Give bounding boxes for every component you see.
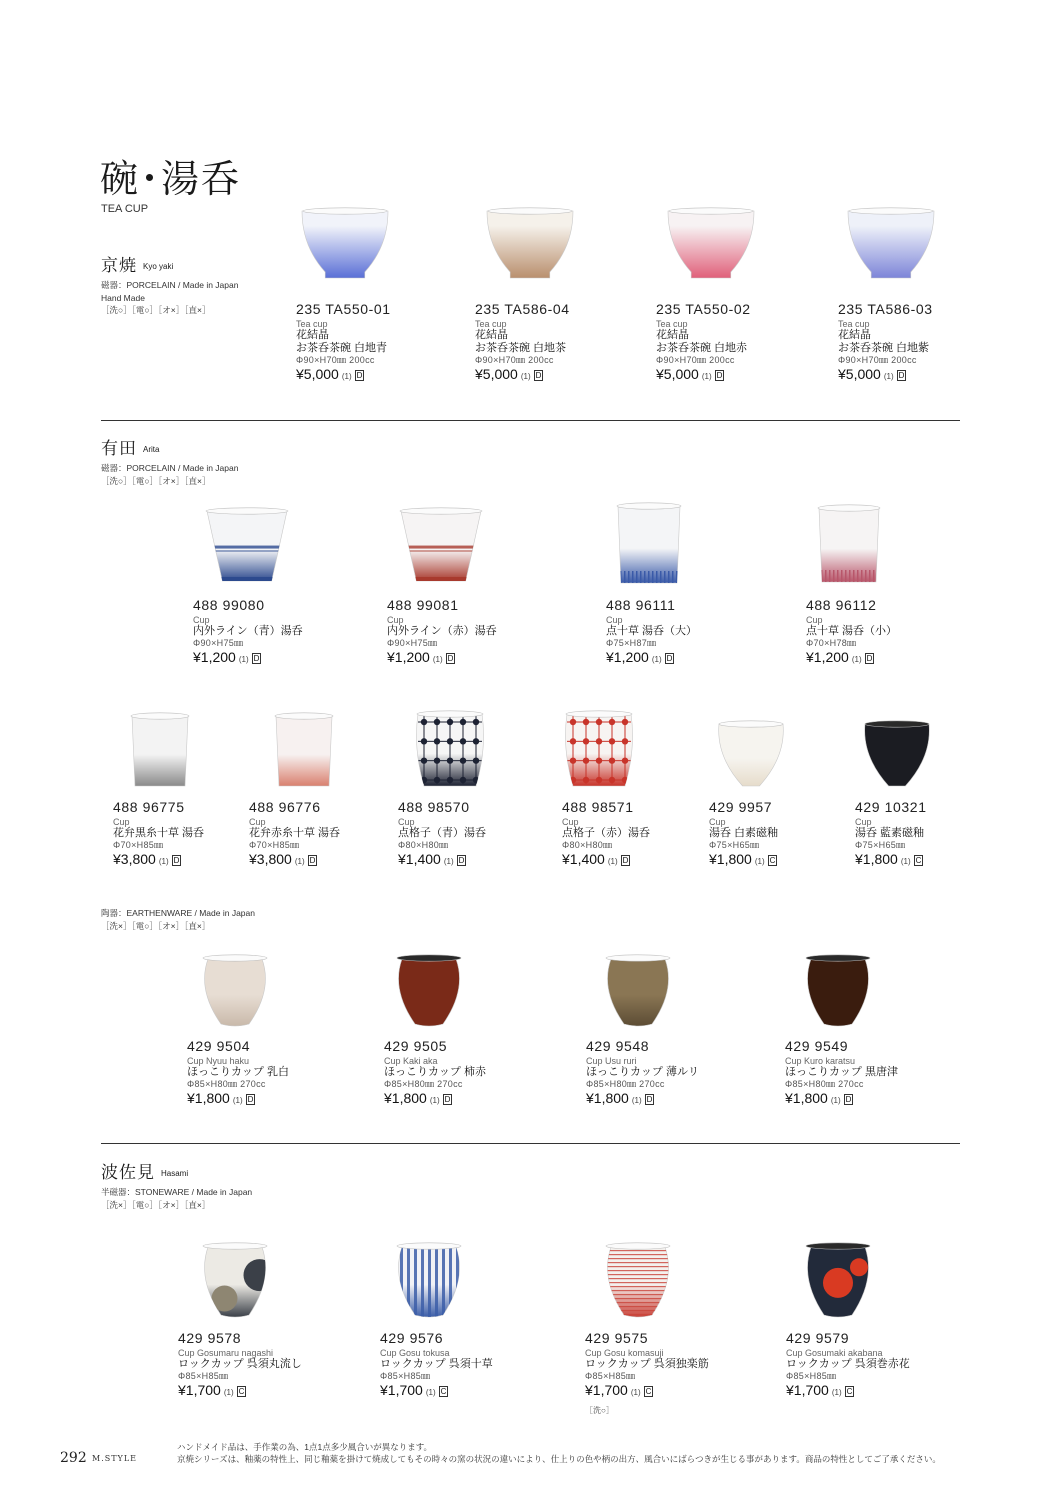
product-english-name: Cup Nyuu haku bbox=[187, 1056, 250, 1066]
product-quantity: (1) bbox=[432, 655, 443, 664]
section-info-arita bbox=[101, 462, 238, 487]
product-image bbox=[603, 1240, 673, 1318]
material-text: 磁器：PORCELAIN / Made in Japan bbox=[101, 463, 239, 473]
price-row bbox=[562, 851, 712, 870]
price-row bbox=[855, 851, 1005, 870]
product-size: Φ90×H75㎜ bbox=[193, 638, 244, 648]
price-row bbox=[398, 851, 548, 870]
product-code: 235 TA550-01 bbox=[296, 301, 391, 317]
care-icons-text: ［洗○］［電○］［オ×］［直×］ bbox=[101, 305, 211, 315]
product-english-name: Cup Kaki aka bbox=[384, 1056, 438, 1066]
product-size: Φ70×H78㎜ bbox=[806, 638, 857, 648]
product-image bbox=[394, 952, 464, 1027]
product-image bbox=[563, 708, 635, 788]
product-code: 235 TA586-04 bbox=[475, 301, 570, 317]
product-size: Φ80×H80㎜ bbox=[398, 840, 449, 850]
product-quantity: (1) bbox=[520, 372, 531, 381]
product-rank-badge: D bbox=[447, 654, 454, 663]
product-price: ¥3,800 bbox=[113, 851, 156, 867]
product-english-name: Cup bbox=[806, 615, 823, 625]
product-english-name: Cup bbox=[387, 615, 404, 625]
product-price: ¥1,800 bbox=[187, 1090, 230, 1106]
price-row bbox=[586, 1090, 736, 1109]
product-quantity: (1) bbox=[429, 1096, 440, 1105]
product-size: Φ90×H70㎜ 200cc bbox=[838, 355, 917, 365]
product-code: 429 9548 bbox=[586, 1038, 650, 1054]
product-image bbox=[200, 952, 270, 1027]
price-row bbox=[709, 851, 859, 870]
handmade-text: Hand Made bbox=[101, 292, 145, 303]
product-quantity: (1) bbox=[238, 655, 249, 664]
product-code: 488 98571 bbox=[562, 799, 634, 815]
product-size: Φ85×H80㎜ 270cc bbox=[384, 1079, 463, 1089]
product-card bbox=[785, 1037, 935, 1109]
product-image bbox=[716, 718, 786, 788]
product-card bbox=[855, 798, 1005, 870]
product-quantity: (1) bbox=[425, 1388, 436, 1397]
product-size: Φ75×H87㎜ bbox=[606, 638, 657, 648]
product-price: ¥1,700 bbox=[786, 1382, 829, 1398]
product-price: ¥5,000 bbox=[475, 366, 518, 382]
section-info-earthenware bbox=[101, 907, 255, 932]
product-image bbox=[803, 952, 873, 1027]
product-size: Φ90×H75㎜ bbox=[387, 638, 438, 648]
product-quantity: (1) bbox=[223, 1388, 234, 1397]
product-rank-badge: D bbox=[866, 654, 873, 663]
product-code: 429 9576 bbox=[380, 1330, 444, 1346]
product-name: ロックカップ 呉須巻赤花 bbox=[786, 1358, 910, 1370]
product-rank-badge: D bbox=[646, 1095, 653, 1104]
product-image bbox=[666, 205, 756, 280]
product-code: 488 96775 bbox=[113, 799, 185, 815]
product-rank-badge: D bbox=[253, 654, 260, 663]
product-card bbox=[178, 1329, 328, 1401]
product-image bbox=[862, 718, 932, 788]
product-code: 429 10321 bbox=[855, 799, 927, 815]
product-card bbox=[806, 596, 956, 668]
product-price: ¥1,700 bbox=[178, 1382, 221, 1398]
product-english-name: Cup bbox=[709, 817, 726, 827]
product-code: 488 96112 bbox=[806, 597, 877, 613]
product-image bbox=[614, 500, 684, 585]
product-name: ほっこりカップ 薄ルリ bbox=[586, 1066, 699, 1078]
price-row bbox=[178, 1382, 328, 1401]
product-size: Φ75×H65㎜ bbox=[855, 840, 906, 850]
product-image bbox=[414, 708, 486, 788]
product-english-name: Cup bbox=[113, 817, 130, 827]
product-name: 点格子（青）湯呑 bbox=[398, 827, 486, 839]
product-code: 429 9549 bbox=[785, 1038, 849, 1054]
product-price: ¥1,800 bbox=[709, 851, 752, 867]
care-icons-text: ［洗×］［電○］［オ×］［直×］ bbox=[101, 920, 211, 931]
product-card bbox=[380, 1329, 530, 1401]
price-row bbox=[656, 366, 806, 385]
product-code: 235 TA586-03 bbox=[838, 301, 933, 317]
section-title-arita bbox=[101, 434, 159, 459]
product-card bbox=[838, 300, 988, 385]
product-price: ¥1,200 bbox=[606, 649, 649, 665]
product-rank-badge: D bbox=[535, 371, 542, 380]
product-english-name: Cup Gosu komasuji bbox=[585, 1348, 664, 1358]
product-card bbox=[709, 798, 859, 870]
product-image bbox=[815, 502, 883, 584]
product-size: Φ85×H80㎜ 270cc bbox=[785, 1079, 864, 1089]
product-image bbox=[300, 205, 390, 280]
product-english-name: Cup bbox=[562, 817, 579, 827]
product-name: 湯呑 藍素磁釉 bbox=[855, 827, 925, 839]
section-title-roman: Kyo yaki bbox=[143, 262, 174, 271]
section-title-text: 波佐見 bbox=[101, 1163, 155, 1183]
product-card bbox=[562, 798, 712, 870]
product-name: 点十草 湯呑（小） bbox=[806, 625, 898, 637]
product-name: 花結晶 bbox=[838, 329, 871, 341]
product-card bbox=[398, 798, 548, 870]
product-english-name: Cup bbox=[855, 817, 872, 827]
material-text: 磁器：PORCELAIN / Made in Japan bbox=[101, 280, 239, 290]
product-quantity: (1) bbox=[900, 857, 911, 866]
product-code: 429 9578 bbox=[178, 1330, 242, 1346]
price-row bbox=[249, 851, 399, 870]
product-card bbox=[193, 596, 343, 668]
product-price: ¥5,000 bbox=[296, 366, 339, 382]
product-quantity: (1) bbox=[631, 1096, 642, 1105]
section-info-hasami bbox=[101, 1186, 252, 1211]
product-code: 429 9504 bbox=[187, 1038, 251, 1054]
product-rank-badge: C bbox=[645, 1387, 652, 1396]
product-english-name: Tea cup bbox=[656, 319, 688, 329]
price-row bbox=[387, 649, 537, 668]
section-divider bbox=[101, 420, 960, 421]
footer-notes bbox=[177, 1442, 941, 1465]
product-name: 花弁黒糸十草 湯呑 bbox=[113, 827, 205, 839]
product-card bbox=[475, 300, 625, 385]
price-row bbox=[193, 649, 343, 668]
product-price: ¥1,800 bbox=[785, 1090, 828, 1106]
product-rank-badge: C bbox=[846, 1387, 853, 1396]
price-row bbox=[475, 366, 625, 385]
section-title-hasami bbox=[101, 1158, 188, 1183]
product-quantity: (1) bbox=[754, 857, 765, 866]
product-price: ¥1,400 bbox=[398, 851, 441, 867]
product-image bbox=[803, 1240, 873, 1318]
product-rank-badge: C bbox=[769, 856, 776, 865]
product-quantity: (1) bbox=[294, 857, 305, 866]
product-price: ¥5,000 bbox=[656, 366, 699, 382]
product-name: ほっこりカップ 柿赤 bbox=[384, 1066, 486, 1078]
product-english-name: Cup bbox=[249, 817, 266, 827]
product-quantity: (1) bbox=[232, 1096, 243, 1105]
price-row bbox=[113, 851, 263, 870]
product-quantity: (1) bbox=[158, 857, 169, 866]
product-rank-badge: D bbox=[845, 1095, 852, 1104]
product-english-name: Cup Kuro karatsu bbox=[785, 1056, 856, 1066]
product-english-name: Cup bbox=[606, 615, 623, 625]
product-name: 花結晶 bbox=[656, 329, 689, 341]
product-rank-badge: D bbox=[173, 856, 180, 865]
price-row bbox=[806, 649, 956, 668]
product-name-detail: お茶呑茶碗 白地茶 bbox=[475, 342, 567, 354]
product-rank-badge: D bbox=[898, 371, 905, 380]
product-size: Φ80×H80㎜ bbox=[562, 840, 613, 850]
product-name: 花結晶 bbox=[296, 329, 329, 341]
product-name: 湯呑 白素磁釉 bbox=[709, 827, 779, 839]
product-quantity: (1) bbox=[341, 372, 352, 381]
section-title-roman: Arita bbox=[143, 445, 160, 454]
product-quantity: (1) bbox=[701, 372, 712, 381]
product-image bbox=[203, 505, 291, 583]
price-row bbox=[838, 366, 988, 385]
product-extra-note: ［洗○］ bbox=[585, 1406, 614, 1415]
product-price: ¥3,800 bbox=[249, 851, 292, 867]
section-divider bbox=[101, 1143, 960, 1144]
product-name: ロックカップ 呉須独楽筋 bbox=[585, 1358, 709, 1370]
product-code: 488 98570 bbox=[398, 799, 470, 815]
product-image bbox=[846, 205, 936, 280]
product-price: ¥1,400 bbox=[562, 851, 605, 867]
product-price: ¥1,700 bbox=[380, 1382, 423, 1398]
section-title-roman: Hasami bbox=[161, 1169, 189, 1178]
product-name: 内外ライン（赤）湯呑 bbox=[387, 625, 497, 637]
product-image bbox=[397, 505, 485, 583]
footer-note-kyoyaki: 京焼シリーズは、釉薬の特性上、同じ釉薬を掛けて焼成してもその時々の窯の状況の違いにより、仕上りの色や柄の出方、風合いにばらつきが生じる事があります。商品の特性としてご了承ください。 bbox=[177, 1453, 941, 1464]
product-name: ほっこりカップ 黒唐津 bbox=[785, 1066, 898, 1078]
product-rank-badge: D bbox=[444, 1095, 451, 1104]
product-price: ¥1,800 bbox=[855, 851, 898, 867]
product-english-name: Cup Gosumaki akabana bbox=[786, 1348, 883, 1358]
care-icons-text: ［洗○］［電○］［オ×］［直×］ bbox=[101, 475, 211, 486]
product-code: 235 TA550-02 bbox=[656, 301, 751, 317]
product-image bbox=[128, 710, 192, 788]
section-title-text: 京焼 bbox=[101, 256, 137, 276]
product-card bbox=[387, 596, 537, 668]
product-card bbox=[384, 1037, 534, 1109]
brand-name: M.STYLE bbox=[92, 1454, 137, 1463]
price-row bbox=[384, 1090, 534, 1109]
product-card bbox=[585, 1329, 735, 1416]
product-image bbox=[485, 205, 575, 280]
price-row bbox=[606, 649, 756, 668]
product-price: ¥5,000 bbox=[838, 366, 881, 382]
product-english-name: Tea cup bbox=[475, 319, 507, 329]
product-card bbox=[606, 596, 756, 668]
price-row bbox=[786, 1382, 936, 1401]
page-title: 碗･湯呑 bbox=[100, 157, 242, 201]
footer-note-handmade: ハンドメイド品は、手作業の為、1点1点多少風合いが異なります。 bbox=[177, 1442, 433, 1452]
section-title-text: 有田 bbox=[101, 439, 137, 459]
product-card bbox=[187, 1037, 337, 1109]
product-rank-badge: D bbox=[622, 856, 629, 865]
product-size: Φ90×H70㎜ 200cc bbox=[296, 355, 375, 365]
product-size: Φ85×H85㎜ bbox=[786, 1371, 837, 1381]
product-name: 点格子（赤）湯呑 bbox=[562, 827, 650, 839]
product-size: Φ85×H85㎜ bbox=[380, 1371, 431, 1381]
section-title-kyo bbox=[101, 251, 173, 276]
product-code: 429 9575 bbox=[585, 1330, 649, 1346]
product-price: ¥1,200 bbox=[387, 649, 430, 665]
product-code: 488 96776 bbox=[249, 799, 321, 815]
product-code: 429 9505 bbox=[384, 1038, 448, 1054]
page-number: 292 bbox=[60, 1450, 87, 1466]
product-quantity: (1) bbox=[607, 857, 618, 866]
product-english-name: Cup Gosu tokusa bbox=[380, 1348, 450, 1358]
product-size: Φ85×H85㎜ bbox=[585, 1371, 636, 1381]
material-text: 半磁器：STONEWARE / Made in Japan bbox=[101, 1187, 253, 1197]
product-english-name: Cup bbox=[398, 817, 415, 827]
product-rank-badge: D bbox=[356, 371, 363, 380]
product-card bbox=[656, 300, 806, 385]
page-subtitle: TEA CUP bbox=[101, 203, 149, 215]
product-name: 点十草 湯呑（大） bbox=[606, 625, 698, 637]
product-image bbox=[272, 710, 336, 788]
product-code: 488 96111 bbox=[606, 597, 676, 613]
product-size: Φ85×H80㎜ 270cc bbox=[187, 1079, 266, 1089]
product-size: Φ85×H80㎜ 270cc bbox=[586, 1079, 665, 1089]
product-quantity: (1) bbox=[830, 1096, 841, 1105]
product-image bbox=[603, 952, 673, 1027]
product-name: ロックカップ 呉須十草 bbox=[380, 1358, 493, 1370]
product-english-name: Tea cup bbox=[838, 319, 870, 329]
product-english-name: Cup bbox=[193, 615, 210, 625]
product-rank-badge: C bbox=[238, 1387, 245, 1396]
product-size: Φ75×H65㎜ bbox=[709, 840, 760, 850]
product-rank-badge: C bbox=[440, 1387, 447, 1396]
product-price: ¥1,800 bbox=[586, 1090, 629, 1106]
product-quantity: (1) bbox=[883, 372, 894, 381]
product-size: Φ90×H70㎜ 200cc bbox=[656, 355, 735, 365]
product-quantity: (1) bbox=[651, 655, 662, 664]
product-quantity: (1) bbox=[443, 857, 454, 866]
product-price: ¥1,200 bbox=[806, 649, 849, 665]
product-size: Φ70×H85㎜ bbox=[249, 840, 300, 850]
product-image bbox=[394, 1240, 464, 1318]
price-row bbox=[187, 1090, 337, 1109]
product-rank-badge: C bbox=[915, 856, 922, 865]
price-row bbox=[785, 1090, 935, 1109]
product-name-detail: お茶呑茶碗 白地青 bbox=[296, 342, 388, 354]
product-english-name: Tea cup bbox=[296, 319, 328, 329]
product-english-name: Cup Gosumaru nagashi bbox=[178, 1348, 274, 1358]
product-card bbox=[296, 300, 446, 385]
product-card bbox=[786, 1329, 936, 1401]
product-name: 花結晶 bbox=[475, 329, 508, 341]
product-name: ほっこりカップ 乳白 bbox=[187, 1066, 289, 1078]
product-price: ¥1,700 bbox=[585, 1382, 628, 1398]
product-name-detail: お茶呑茶碗 白地紫 bbox=[838, 342, 930, 354]
product-english-name: Cup Usu ruri bbox=[586, 1056, 637, 1066]
product-name: 花弁赤糸十草 湯呑 bbox=[249, 827, 341, 839]
product-name-detail: お茶呑茶碗 白地赤 bbox=[656, 342, 748, 354]
product-image bbox=[200, 1240, 270, 1318]
product-size: Φ90×H70㎜ 200cc bbox=[475, 355, 554, 365]
product-code: 488 99080 bbox=[193, 597, 265, 613]
product-size: Φ70×H85㎜ bbox=[113, 840, 164, 850]
price-row bbox=[380, 1382, 530, 1401]
product-quantity: (1) bbox=[851, 655, 862, 664]
product-name: ロックカップ 呉須丸流し bbox=[178, 1358, 302, 1370]
product-code: 429 9579 bbox=[786, 1330, 850, 1346]
product-card bbox=[586, 1037, 736, 1109]
product-quantity: (1) bbox=[630, 1388, 641, 1397]
price-row bbox=[585, 1382, 735, 1401]
product-card bbox=[249, 798, 399, 870]
product-code: 488 99081 bbox=[387, 597, 459, 613]
material-text: 陶器：EARTHENWARE / Made in Japan bbox=[101, 908, 255, 918]
price-row bbox=[296, 366, 446, 385]
product-size: Φ85×H85㎜ bbox=[178, 1371, 229, 1381]
product-rank-badge: D bbox=[247, 1095, 254, 1104]
product-price: ¥1,200 bbox=[193, 649, 236, 665]
product-price: ¥1,800 bbox=[384, 1090, 427, 1106]
product-card bbox=[113, 798, 263, 870]
product-name: 内外ライン（青）湯呑 bbox=[193, 625, 303, 637]
product-rank-badge: D bbox=[716, 371, 723, 380]
product-code: 429 9957 bbox=[709, 799, 773, 815]
product-rank-badge: D bbox=[458, 856, 465, 865]
product-rank-badge: D bbox=[309, 856, 316, 865]
product-quantity: (1) bbox=[831, 1388, 842, 1397]
product-rank-badge: D bbox=[666, 654, 673, 663]
care-icons-text: ［洗×］［電○］［オ×］［直×］ bbox=[101, 1199, 211, 1210]
section-info-kyo bbox=[101, 279, 238, 317]
